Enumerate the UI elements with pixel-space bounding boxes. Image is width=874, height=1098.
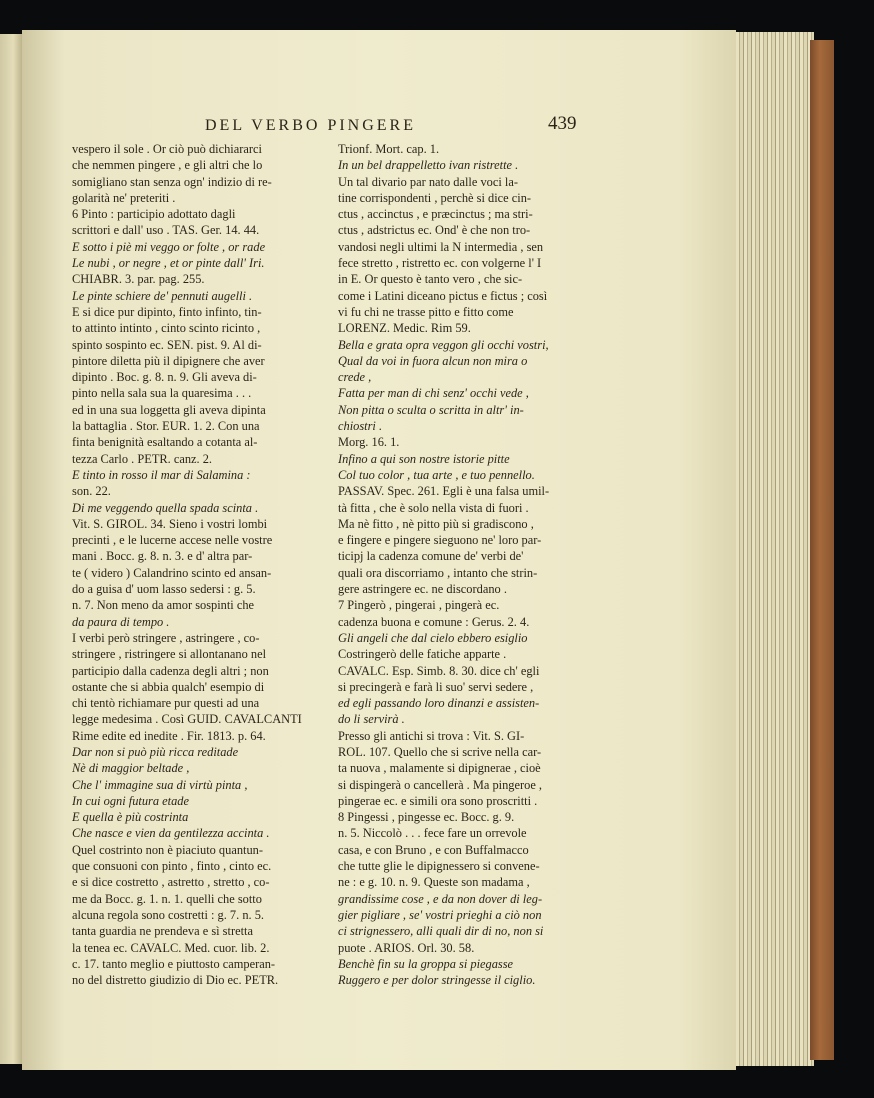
text-line: E sotto i piè mi veggo or folte , or rade (72, 239, 266, 254)
text-line: E quella è più costrinta (72, 810, 189, 825)
text-line: spinto sospinto ec. SEN. pist. 9. Al di- (72, 337, 262, 352)
text-line: ta nuova , malamente si dipignerae , cioè (338, 761, 541, 776)
text-line: Non pitta o sculta o scritta in altr' in- (338, 402, 524, 417)
text-line: In un bel drappelletto ivan ristrette . (338, 158, 519, 173)
text-line: to attinto intinto , cinto scinto ricinto , (72, 321, 261, 336)
text-line: I verbi però stringere , astringere , co- (72, 630, 260, 645)
text-line: Un tal divario par nato dalle voci la- (338, 174, 518, 189)
text-line: dipinto . Boc. g. 8. n. 9. Gli aveva di- (72, 370, 257, 385)
text-line: Bella e grata opra veggon gli occhi vostri, (338, 337, 549, 352)
text-line: stringere , ristringere si allontanano nel (72, 647, 267, 662)
text-line: legge medesima . Così GUID. CAVALCANTI (72, 712, 302, 727)
text-line: 8 Pingessi , pingesse ec. Bocc. g. 9. (338, 810, 515, 825)
text-line: cadenza buona e comune : Gerus. 2. 4. (338, 614, 530, 629)
text-line: si precingerà e farà li suo' servi sedere , (338, 679, 534, 694)
text-line: ed egli passando loro dinanzi e assisten- (338, 696, 540, 711)
text-line: Ruggero e per dolor stringesse il ciglio. (338, 973, 536, 988)
text-line: si dispingerà o cancellerà . Ma pingeroe , (338, 777, 543, 792)
text-line: pintore diletta più il dipignere che aver (72, 353, 265, 368)
text-line: Le pinte schiere de' pennuti augelli . (72, 288, 253, 303)
text-line: precinti , e le lucerne accese nelle vostre (72, 533, 273, 548)
text-line: n. 5. Niccolò . . . fece fare un orrevole (338, 826, 527, 841)
text-line: che nemmen pingere , e gli altri che lo (72, 158, 263, 173)
text-line: E tinto in rosso il mar di Salamina : (72, 467, 251, 482)
text-line: ticipj la cadenza comune de' verbi de' (338, 549, 524, 564)
text-line: la battaglia . Stor. EUR. 1. 2. Con una (72, 419, 260, 434)
text-line: 7 Pingerò , pingerai , pingerà ec. (338, 598, 500, 613)
text-line: CHIABR. 3. par. pag. 255. (72, 272, 205, 287)
text-line: come i Latini diceano pictus e fictus ; così (338, 288, 548, 303)
page-number: 439 (548, 113, 577, 134)
text-line: n. 7. Non meno da amor sospinti che (72, 598, 255, 613)
left-text-column (72, 141, 330, 988)
text-line: PASSAV. Spec. 261. Egli è una falsa umil- (338, 484, 550, 499)
text-line: Col tuo color , tua arte , e tuo pennello. (338, 467, 535, 482)
text-line: c. 17. tanto meglio e piuttosto camperan- (72, 956, 276, 971)
text-line: In cui ogni futura etade (72, 793, 190, 808)
text-line: vandosi negli ultimi la N intermedia , sen (338, 239, 544, 254)
text-line: tine corrispondenti , perchè si dice cin- (338, 190, 532, 205)
text-line: da paura di tempo . (72, 614, 170, 629)
text-line: Quel costrinto non è piaciuto quantun- (72, 842, 263, 857)
book-cover-edge (810, 40, 834, 1060)
text-line: ed in una sua loggetta gli aveva dipinta (72, 402, 266, 417)
text-line: quali ora discorriamo , intanto che strin- (338, 565, 538, 580)
text-line: Le nubi , or negre , et or pinte dall' Iri. (72, 256, 265, 271)
text-line: casa, e con Bruno , e con Buffalmacco (338, 842, 529, 857)
text-line: te ( videro ) Calandrino scinto ed ansan- (72, 565, 272, 580)
text-line: CAVALC. Esp. Simb. 8. 30. dice ch' egli (338, 663, 540, 678)
text-line: ci strignessero, alli quali dir di no, non si (338, 924, 544, 939)
text-line: Infino a qui son nostre istorie pitte (338, 451, 510, 466)
text-line: golarità ne' preteriti . (72, 190, 176, 205)
text-line: que consuoni con pinto , finto , cinto ec. (72, 859, 272, 874)
text-line: Qual da voi in fuora alcun non mira o (338, 353, 528, 368)
text-line: Vit. S. GIROL. 34. Sieno i vostri lombi (72, 516, 268, 531)
text-line: chiostri . (338, 419, 383, 434)
text-line: Dar non si può più ricca reditade (72, 744, 239, 759)
text-line: me da Bocc. g. 1. n. 1. quelli che sotto (72, 891, 262, 906)
text-line: ROL. 107. Quello che si scrive nella car- (338, 744, 542, 759)
text-line: E si dice pur dipinto, finto infinto, tin- (72, 304, 262, 319)
text-line: Che l' immagine sua di virtù pinta , (72, 777, 248, 792)
text-line: Presso gli antichi si trova : Vit. S. GI- (338, 728, 525, 743)
text-line: scrittori e dall' uso . TAS. Ger. 14. 44. (72, 223, 260, 238)
page-stack-edge (736, 32, 814, 1066)
text-line: no del distretto giudizio di Dio ec. PETR. (72, 973, 279, 988)
text-line: tanta guardia ne prendeva e sì stretta (72, 924, 253, 939)
text-line: e fingere e pingere sieguono ne' loro par- (338, 533, 542, 548)
text-line: LORENZ. Medic. Rim 59. (338, 321, 471, 336)
text-line: Fatta per man di chi senz' occhi vede , (338, 386, 529, 401)
text-line: Costringerò delle fatiche apparte . (338, 647, 507, 662)
text-line: la tenea ec. CAVALC. Med. cuor. lib. 2. (72, 940, 270, 955)
text-line: Gli angeli che dal cielo ebbero esiglio (338, 630, 528, 645)
text-line: tezza Carlo . PETR. canz. 2. (72, 451, 213, 466)
text-line: 6 Pinto : participio adottato dagli (72, 207, 236, 222)
text-line: Rime edite ed inedite . Fir. 1813. p. 64. (72, 728, 266, 743)
text-line: somigliano stan senza ogn' indizio di re- (72, 174, 272, 189)
text-line: che tutte glie le dipignessero si convene- (338, 859, 540, 874)
text-line: puote . ARIOS. Orl. 30. 58. (338, 940, 475, 955)
facing-page-edge (0, 34, 22, 1064)
text-line: Nè di maggior beltade , (72, 761, 190, 776)
text-line: vi fu chi ne trasse pitto e fitto come (338, 304, 514, 319)
text-line: e si dice costretto , astretto , stretto , co- (72, 875, 270, 890)
text-line: gere astringere ec. ne discordano . (338, 582, 507, 597)
text-line: do a guisa d' uom lasso sedersi : g. 5. (72, 582, 256, 597)
text-line: Morg. 16. 1. (338, 435, 400, 450)
text-line: Benchè fin su la groppa si piegasse (338, 956, 514, 971)
text-line: ostante che si abbia qualch' esempio di (72, 679, 265, 694)
text-line: tà fitta , che è solo nella vista di fuori . (338, 500, 529, 515)
text-line: participio dalla cadenza degli altri ; non (72, 663, 269, 678)
text-line: Ma nè fitto , nè pitto più si gradiscono , (338, 516, 534, 531)
text-line: Trionf. Mort. cap. 1. (338, 142, 440, 156)
text-line: grandissime cose , e da non dover di leg- (338, 891, 543, 906)
text-line: ne : e g. 10. n. 9. Queste son madama , (338, 875, 530, 890)
text-line: Di me veggendo quella spada scinta . (72, 500, 259, 515)
text-line: ctus , accinctus , e præcinctus ; ma stri- (338, 207, 533, 222)
text-line: in E. Or questo è tanto vero , che sic- (338, 272, 523, 287)
text-line: pingerae ec. e simili ora sono proscritti . (338, 793, 538, 808)
text-line: fece stretto , ristretto ec. con volgerne l' I (338, 256, 542, 271)
text-line: crede , (338, 370, 372, 385)
running-head: DEL VERBO PINGERE (205, 117, 416, 134)
right-text-column (338, 141, 596, 988)
text-line: chi tentò richiamare pur questi ad una (72, 696, 260, 711)
text-line: mani . Bocc. g. 8. n. 3. e d' altra par- (72, 549, 253, 564)
text-line: finta benignità esaltando a cotanta al- (72, 435, 258, 450)
text-line: alcuna regola sono costretti : g. 7. n. 5. (72, 907, 265, 922)
text-line: ctus , adstrictus ec. Ond' è che non tro- (338, 223, 531, 238)
text-line: do li servirà . (338, 712, 405, 727)
text-line: gier pigliare , se' vostri prieghi a ciò non (338, 907, 542, 922)
text-line: Che nasce e vien da gentilezza accinta . (72, 826, 270, 841)
text-line: son. 22. (72, 484, 111, 499)
text-line: vespero il sole . Or ciò può dichiararci (72, 142, 262, 156)
text-line: pinto nella sala sua la quaresima . . . (72, 386, 252, 401)
